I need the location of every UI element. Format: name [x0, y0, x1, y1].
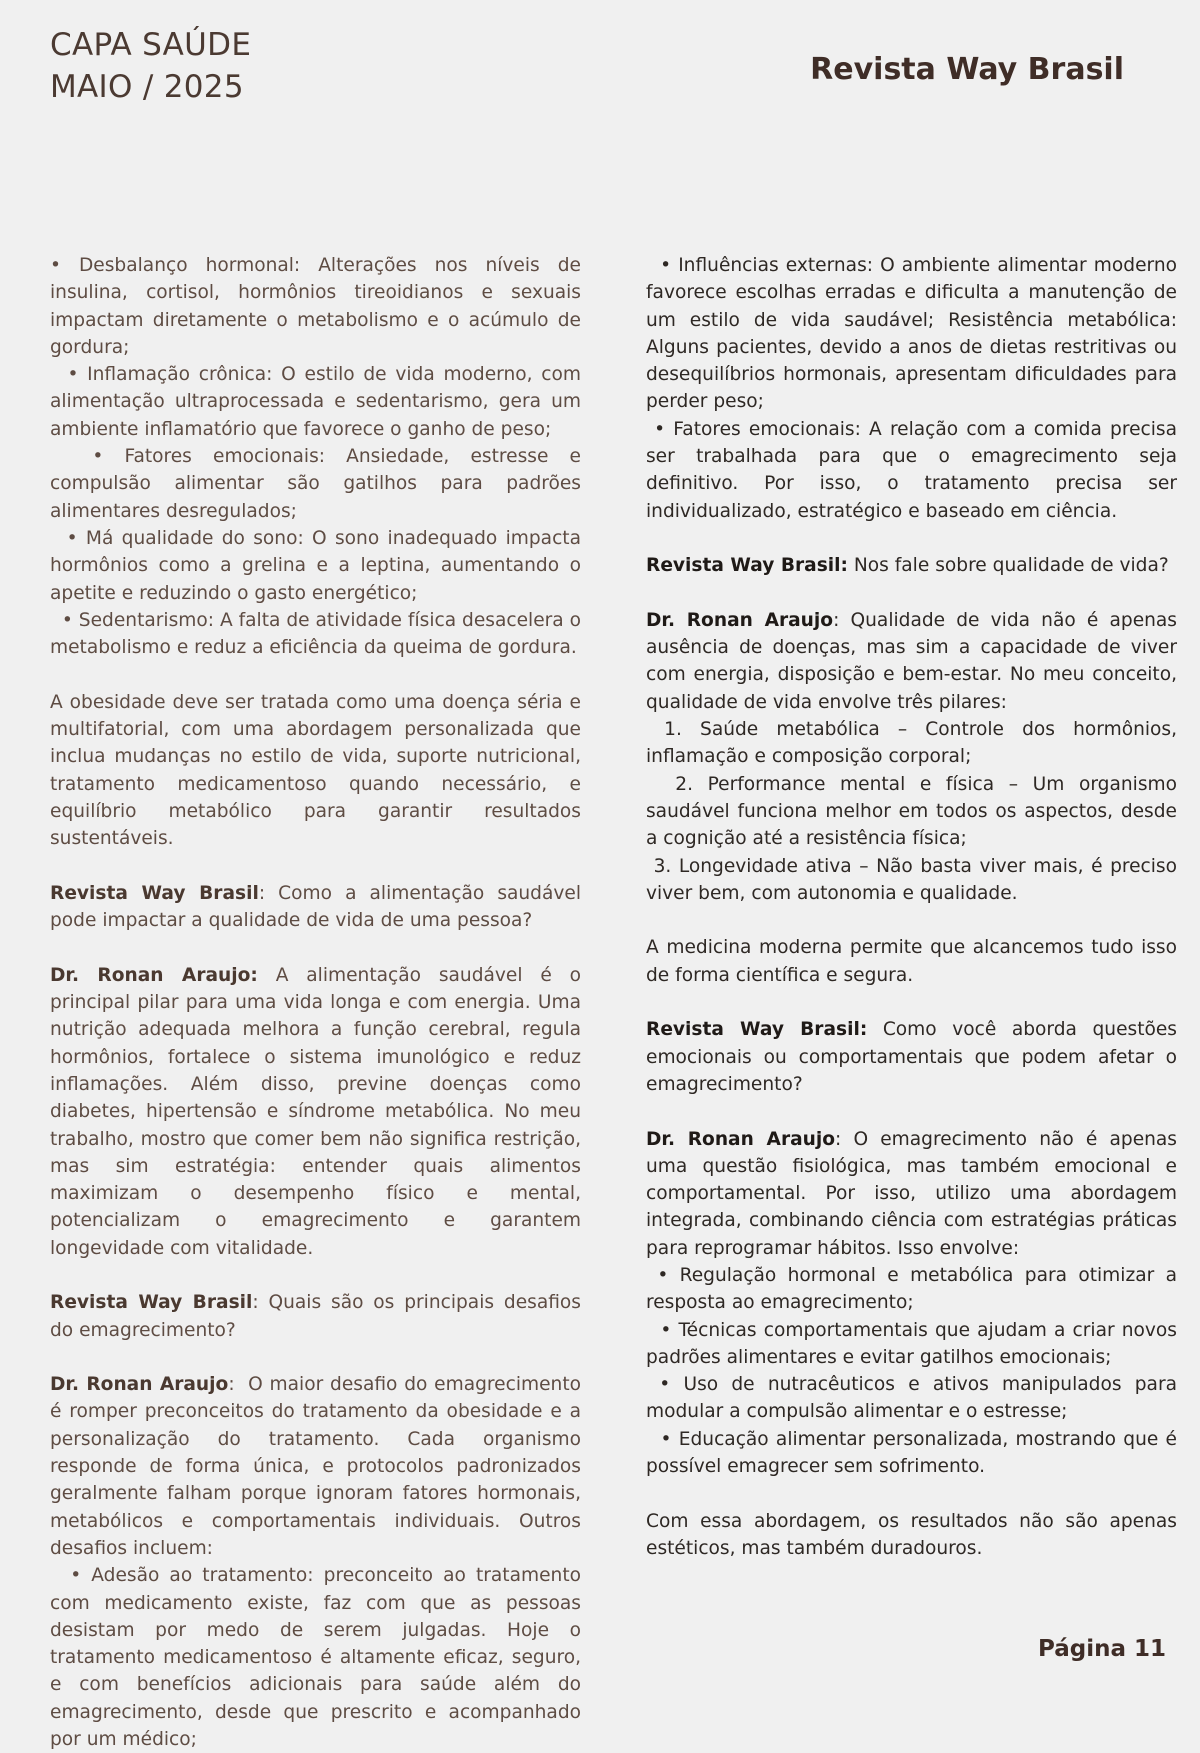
speaker-name: Revista Way Brasil [50, 1292, 253, 1314]
paragraph-text: A alimentação saudável é o principal pilar para uma vida longa e com energia. Uma nutrição adequada melhora a função cerebral, regula hormônios, fortalece o sistema imunológico e reduz inflamações. Além disso, previne doenças como diabetes, hipertensão e síndrome metabólica. No meu trabalho, mostro que comer bem não significa restrição, mas sim estratégia: entender quais alimentos maximizam o desempenho físico e mental, potencializam o emagrecimento e garantem longevidade com vitalidade. [50, 964, 587, 1259]
speaker-name: Dr. Ronan Araujo [646, 1128, 836, 1150]
paragraph-text: : Como a alimentação saudável pode impactar a qualidade de vida de uma pessoa? [50, 882, 587, 932]
page-number: Página 11 [1037, 1636, 1166, 1662]
paragraph-text: : Qualidade de vida não é apenas ausência de doenças, mas sim a capacidade de viver com energia, disposição e bem-estar. No meu conceito, qualidade de vida envolve três pilares: [646, 609, 1183, 713]
body-paragraph [646, 853, 1183, 908]
paragraph-spacer [50, 934, 581, 961]
interview-paragraph [646, 607, 1183, 716]
paragraph-text: • Fatores emocionais: A relação com a comida precisa ser trabalhada para que o emagrecimento seja definitivo. Por isso, o tratamento precisa ser individualizado, estratégico e baseado em ciência. [646, 418, 1183, 522]
bullet-item [646, 416, 1183, 525]
body-paragraph [646, 771, 1183, 853]
paragraph-spacer [50, 1344, 581, 1371]
paragraph-text: : O maior desafio do emagrecimento é romper preconceitos do tratamento da obesidade e a personalização do tratamento. Cada organismo responde de forma única, e protocolos padronizados geralmente falham porque ignoram fatores hormonais, metabólicos e comportamentais individuais. Outros desafios incluem: [50, 1374, 587, 1559]
paragraph-text: 1. Saúde metabólica – Controle dos hormônios, inflamação e composição corporal; [646, 719, 1183, 768]
paragraph-text: A medicina moderna permite que alcancemos tudo isso de forma científica e segura. [646, 937, 1183, 986]
interview-paragraph [646, 1016, 1183, 1098]
bullet-item [646, 252, 1183, 416]
paragraph-spacer [646, 907, 1177, 934]
speaker-name: Revista Way Brasil: [646, 555, 848, 577]
bullet-item [646, 1426, 1183, 1481]
bullet-item [50, 443, 587, 525]
bullet-item [50, 1562, 587, 1753]
body-paragraph [50, 689, 587, 853]
header-section [50, 24, 251, 108]
body-paragraph [646, 934, 1183, 989]
paragraph-text: • Má qualidade do sono: O sono inadequado impacta hormônios como a grelina e a leptina, aumentando o apetite e reduzindo o gasto energético; [50, 527, 587, 604]
paragraph-spacer [646, 1098, 1177, 1125]
bullet-item [50, 252, 587, 361]
paragraph-text: • Sedentarismo: A falta de atividade física desacelera o metabolismo e reduz a eficiência da queima de gordura. [50, 609, 587, 659]
paragraph-text: • Influências externas: O ambiente alimentar moderno favorece escolhas erradas e dificulta a manutenção de um estilo de vida saudável; Resistência metabólica: Alguns pacientes, devido a anos de dietas restritivas ou desequilíbrios hormonais, apresentam dificuldades para perder peso; [646, 255, 1183, 413]
section-title: CAPA SAÚDE [50, 27, 252, 63]
paragraph-text: • Técnicas comportamentais que ajudam a criar novos padrões alimentares e evitar gatilhos emocionais; [646, 1319, 1183, 1368]
paragraph-text: • Uso de nutracêuticos e ativos manipulados para modular a compulsão alimentar e o estresse; [646, 1374, 1183, 1423]
paragraph-text: • Fatores emocionais: Ansiedade, estresse e compulsão alimentar são gatilhos para padrões alimentares desregulados; [50, 446, 587, 522]
paragraph-spacer [50, 1262, 581, 1289]
speaker-name: Dr. Ronan Araujo [50, 1374, 229, 1396]
bullet-item [646, 1262, 1183, 1317]
interview-paragraph [646, 1126, 1183, 1262]
interview-paragraph [50, 880, 587, 935]
interview-paragraph [50, 962, 587, 1262]
paragraph-text: A obesidade deve ser tratada como uma doença séria e multifatorial, com uma abordagem personalizada que inclua mudanças no estilo de vida, suporte nutricional, tratamento medicamentoso quando necessário, e equilíbrio metabólico para garantir resultados sustentáveis. [50, 691, 587, 850]
left-column [50, 252, 587, 1753]
speaker-name: Dr. Ronan Araujo [646, 609, 834, 631]
paragraph-spacer [50, 661, 581, 688]
paragraph-text: 2. Performance mental e física – Um organismo saudável funciona melhor em todos os aspectos, desde a cognição até a resistência física; [646, 773, 1183, 850]
right-column [646, 252, 1183, 1562]
body-paragraph [646, 716, 1183, 771]
paragraph-text: Nos fale sobre qualidade de vida? [847, 555, 1169, 577]
paragraph-spacer [646, 1480, 1177, 1507]
bullet-item [646, 1317, 1183, 1372]
bullet-item [646, 1371, 1183, 1426]
paragraph-text: 3. Longevidade ativa – Não basta viver mais, é preciso viver bem, com autonomia e qualidade. [646, 855, 1183, 904]
paragraph-text: • Desbalanço hormonal: Alterações nos níveis de insulina, cortisol, hormônios tireoidianos e sexuais impactam diretamente o metabolismo e o acúmulo de gordura; [50, 255, 587, 358]
interview-paragraph [646, 552, 1177, 579]
paragraph-text: • Inflamação crônica: O estilo de vida moderno, com alimentação ultraprocessada e sedentarismo, gera um ambiente inflamatório que favorece o ganho de peso; [50, 364, 587, 440]
interview-paragraph [50, 1289, 587, 1344]
issue-date: MAIO / 2025 [50, 69, 244, 105]
speaker-name: Dr. Ronan Araujo: [50, 964, 258, 986]
paragraph-spacer [646, 989, 1177, 1016]
paragraph-spacer [646, 525, 1177, 552]
paragraph-text: • Regulação hormonal e metabólica para otimizar a resposta ao emagrecimento; [646, 1264, 1183, 1314]
paragraph-text: • Educação alimentar personalizada, mostrando que é possível emagrecer sem sofrimento. [646, 1428, 1183, 1478]
magazine-title: Revista Way Brasil [810, 52, 1124, 87]
paragraph-text: Como você aborda questões emocionais ou comportamentais que podem afetar o emagrecimento? [646, 1019, 1183, 1095]
interview-paragraph [50, 1371, 587, 1562]
speaker-name: Revista Way Brasil [50, 882, 259, 904]
body-paragraph [646, 1508, 1183, 1563]
paragraph-text: : Quais são os principais desafios do emagrecimento? [50, 1292, 587, 1341]
paragraph-text: : O emagrecimento não é apenas uma questão fisiológica, mas também emocional e comportamental. Por isso, utilizo uma abordagem integrada, combinando ciência com estratégias práticas para reprogramar hábitos. Isso envolve: [646, 1128, 1183, 1259]
paragraph-text: Com essa abordagem, os resultados não são apenas estéticos, mas também duradouros. [646, 1510, 1183, 1559]
bullet-item [50, 525, 587, 607]
paragraph-spacer [646, 580, 1177, 607]
paragraph-spacer [50, 853, 581, 880]
paragraph-text: • Adesão ao tratamento: preconceito ao tratamento com medicamento existe, faz com que as pessoas desistam por medo de serem julgadas. Hoje o tratamento medicamentoso é altamente eficaz, seguro, e com benefícios adicionais para saúde além do emagrecimento, desde que prescrito e acompanhado por um médico; [50, 1565, 587, 1751]
bullet-item [50, 607, 587, 662]
speaker-name: Revista Way Brasil: [646, 1019, 868, 1041]
bullet-item [50, 361, 587, 443]
